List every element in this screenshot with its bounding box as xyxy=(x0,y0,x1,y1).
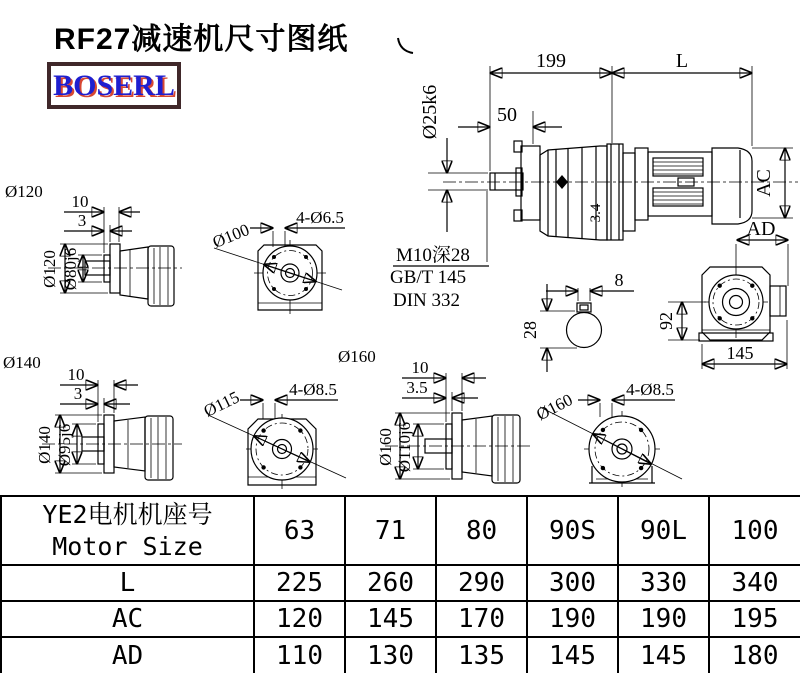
header-motor-size xyxy=(1,496,254,565)
table-cell: 130 xyxy=(345,637,436,673)
dim-label-key-width: 8 xyxy=(614,270,624,290)
main-side-view xyxy=(390,50,798,311)
dim-label-50: 50 xyxy=(497,104,517,126)
dim-label-120-3: 3 xyxy=(77,211,87,230)
table-cell: 340 xyxy=(709,565,800,601)
front-view-right xyxy=(656,218,788,369)
dim-label-AD: AD xyxy=(746,218,776,240)
view-120-title: Ø120 xyxy=(5,182,43,201)
table-cell: 145 xyxy=(618,637,709,673)
dim-label-115-bolt-circle: Ø115 xyxy=(200,387,243,421)
brand-logo-text: BOSERL xyxy=(53,68,175,102)
table-row-AD xyxy=(1,637,800,673)
table-cell: 120 xyxy=(254,601,345,637)
motor-bell xyxy=(635,148,648,220)
table-cell: 190 xyxy=(618,601,709,637)
table-cell: 190 xyxy=(527,601,618,637)
view-front-100 xyxy=(210,208,345,314)
dim-label-120-spigot: Ø80j6 xyxy=(61,247,80,291)
view-front-115 xyxy=(201,380,346,489)
output-flange xyxy=(521,146,540,220)
table-cell: 110 xyxy=(254,637,345,673)
decorative-stroke xyxy=(398,38,413,53)
table-cell: 225 xyxy=(254,565,345,601)
row-label-AD: AD xyxy=(1,637,254,673)
motor-end-cap xyxy=(712,148,752,224)
note-thread: M10深28 xyxy=(396,245,470,266)
table-cell: 195 xyxy=(709,601,800,637)
row-label-L: L xyxy=(1,565,254,601)
table-cell: 145 xyxy=(345,601,436,637)
dim-label-160f-bolt-circle: Ø160 xyxy=(533,390,576,425)
dim-label-160f-holes: 4-Ø8.5 xyxy=(626,380,674,399)
dim-label-199: 199 xyxy=(536,50,566,72)
table-cell: 180 xyxy=(709,637,800,673)
dim-label-115-holes: 4-Ø8.5 xyxy=(289,380,337,399)
dim-label-28: 28 xyxy=(520,321,540,339)
dim-label-100-holes: 4-Ø6.5 xyxy=(296,208,344,227)
table-cell: 170 xyxy=(436,601,527,637)
column-header: 63 xyxy=(254,496,345,565)
terminal-box xyxy=(770,286,786,316)
column-header: 80 xyxy=(436,496,527,565)
table-cell: 290 xyxy=(436,565,527,601)
dim-label-140-spigot: Ø95j6 xyxy=(55,423,74,467)
table-cell: 145 xyxy=(527,637,618,673)
shaft-cross-section xyxy=(520,270,634,372)
view-flange-120-side xyxy=(5,182,182,306)
dim-label-140-3: 3 xyxy=(73,384,83,403)
table-row-L xyxy=(1,565,800,601)
note-gb-standard: GB/T 145 xyxy=(390,267,467,288)
header-motor-size-en: Motor Size xyxy=(52,531,203,561)
table-header-row xyxy=(1,496,800,565)
dim-label-145: 145 xyxy=(726,343,754,363)
table-cell: 330 xyxy=(618,565,709,601)
keyway xyxy=(577,303,591,312)
table-cell: 135 xyxy=(436,637,527,673)
column-header: 90S xyxy=(527,496,618,565)
dimension-table xyxy=(0,495,800,673)
dim-label-160-10: 10 xyxy=(411,358,429,377)
column-header: 71 xyxy=(345,496,436,565)
view-flange-160-side xyxy=(338,347,530,483)
view-front-160 xyxy=(533,380,682,487)
table-row-AC xyxy=(1,601,800,637)
row-label-AC: AC xyxy=(1,601,254,637)
gear-housing xyxy=(540,146,607,240)
note-din-standard: DIN 332 xyxy=(393,290,461,311)
dim-label-100-bolt-circle: Ø100 xyxy=(209,220,253,252)
dim-label-shaft-dia: Ø25k6 xyxy=(419,84,441,140)
view-160-title: Ø160 xyxy=(338,347,376,366)
dim-label-160-flange: Ø160 xyxy=(376,428,395,466)
dim-label-160-3-5: 3.5 xyxy=(406,378,428,397)
shaft-section-circle xyxy=(567,313,602,348)
column-header: 90L xyxy=(618,496,709,565)
dim-label-120-flange: Ø120 xyxy=(40,250,59,288)
dim-label-92: 92 xyxy=(656,312,676,330)
view-flange-140-side xyxy=(3,353,182,480)
table-cell: 260 xyxy=(345,565,436,601)
inspection-mark xyxy=(556,175,568,189)
column-header: 100 xyxy=(709,496,800,565)
page-title: RF27减速机尺寸图纸 xyxy=(54,23,349,56)
dim-label-140-flange: Ø140 xyxy=(35,426,54,464)
dim-label-140-10: 10 xyxy=(67,365,85,384)
dim-label-L: L xyxy=(675,50,689,72)
dim-label-120-10: 10 xyxy=(71,192,89,211)
view-140-title: Ø140 xyxy=(3,353,41,372)
header-motor-size-cn: YE2电机机座号 xyxy=(42,500,213,530)
gear-ratio-label: 3.4 xyxy=(588,203,604,223)
dim-label-160-spigot: Ø110j6 xyxy=(395,421,414,473)
table-cell: 300 xyxy=(527,565,618,601)
dim-label-AC: AC xyxy=(753,169,775,197)
